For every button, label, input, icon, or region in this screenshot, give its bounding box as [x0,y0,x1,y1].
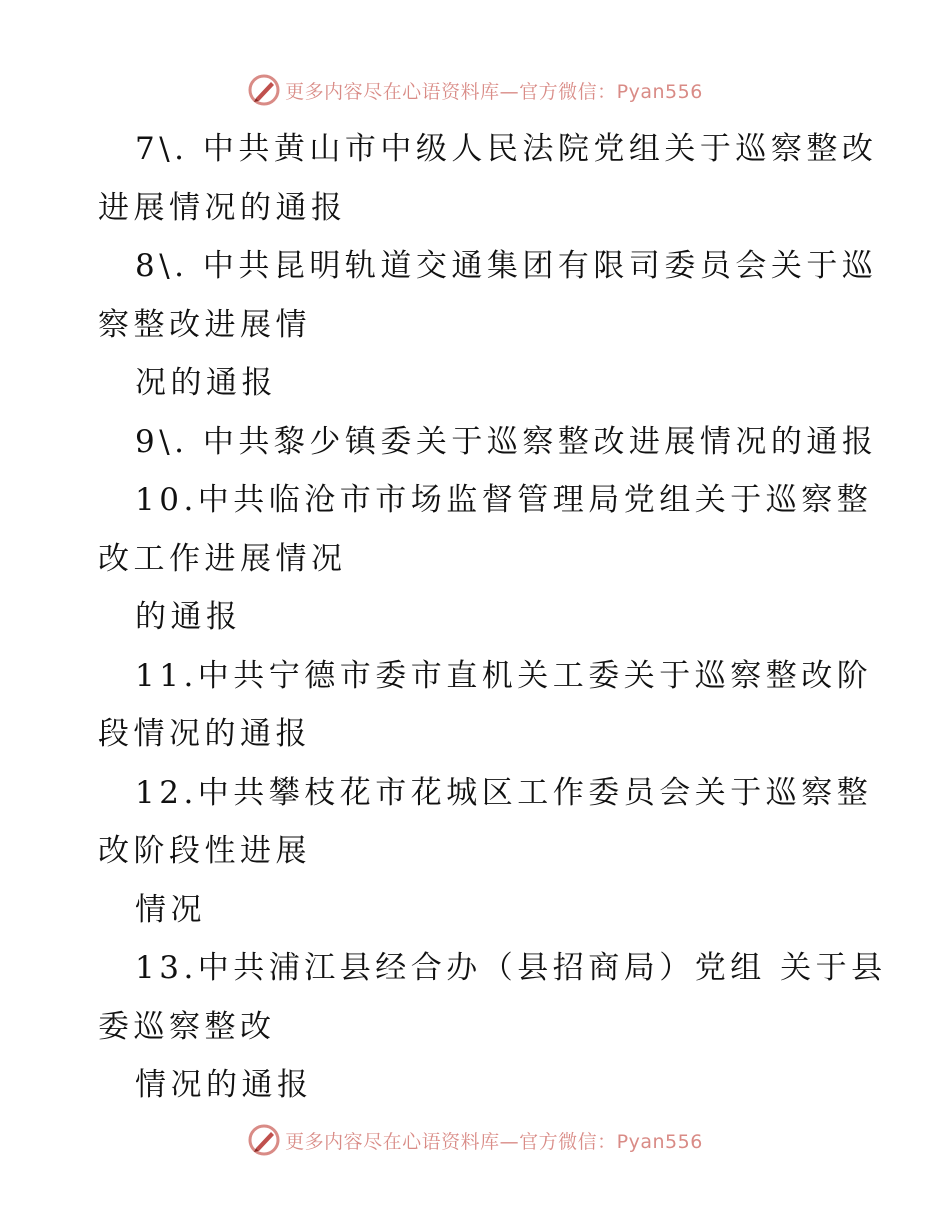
text-line: 7\. 中共黄山市中级人民法院党组关于巡察整改 [135,131,878,167]
text-line: 9\. 中共黎少镇委关于巡察整改进展情况的通报 [135,423,878,460]
text-line: 察整改进展情 [98,306,311,343]
text-line: 11.中共宁德市委市直机关工委关于巡察整改阶 [135,657,873,694]
text-line: 委巡察整改 [98,1008,276,1045]
text-line: 的通报 [135,599,242,635]
pen-logo-icon [247,1123,281,1157]
watermark-text: 更多内容尽在心语资料库—官方微信：Pyan556 [285,80,703,103]
text-line: 13.中共浦江县经合办（县招商局）党组 关于县 [135,950,887,986]
text-line: 进展情况的通报 [98,189,347,226]
text-line: 改工作进展情况 [98,540,347,577]
text-line: 情况 [135,891,206,928]
text-line: 情况的通报 [135,1067,313,1103]
text-line: 8\. 中共昆明轨道交通集团有限司委员会关于巡 [135,248,878,284]
text-line: 10.中共临沧市市场监督管理局党组关于巡察整 [135,482,873,518]
header-watermark [0,70,950,110]
text-line: 段情况的通报 [98,716,311,752]
watermark-text: 更多内容尽在心语资料库—官方微信：Pyan556 [285,1130,703,1153]
footer-watermark [0,1120,950,1160]
pen-logo-icon [247,73,281,107]
text-line: 况的通报 [135,365,277,401]
text-line: 12.中共攀枝花市花城区工作委员会关于巡察整 [135,774,873,811]
text-line: 改阶段性进展 [98,833,311,869]
document-body [98,120,887,1115]
